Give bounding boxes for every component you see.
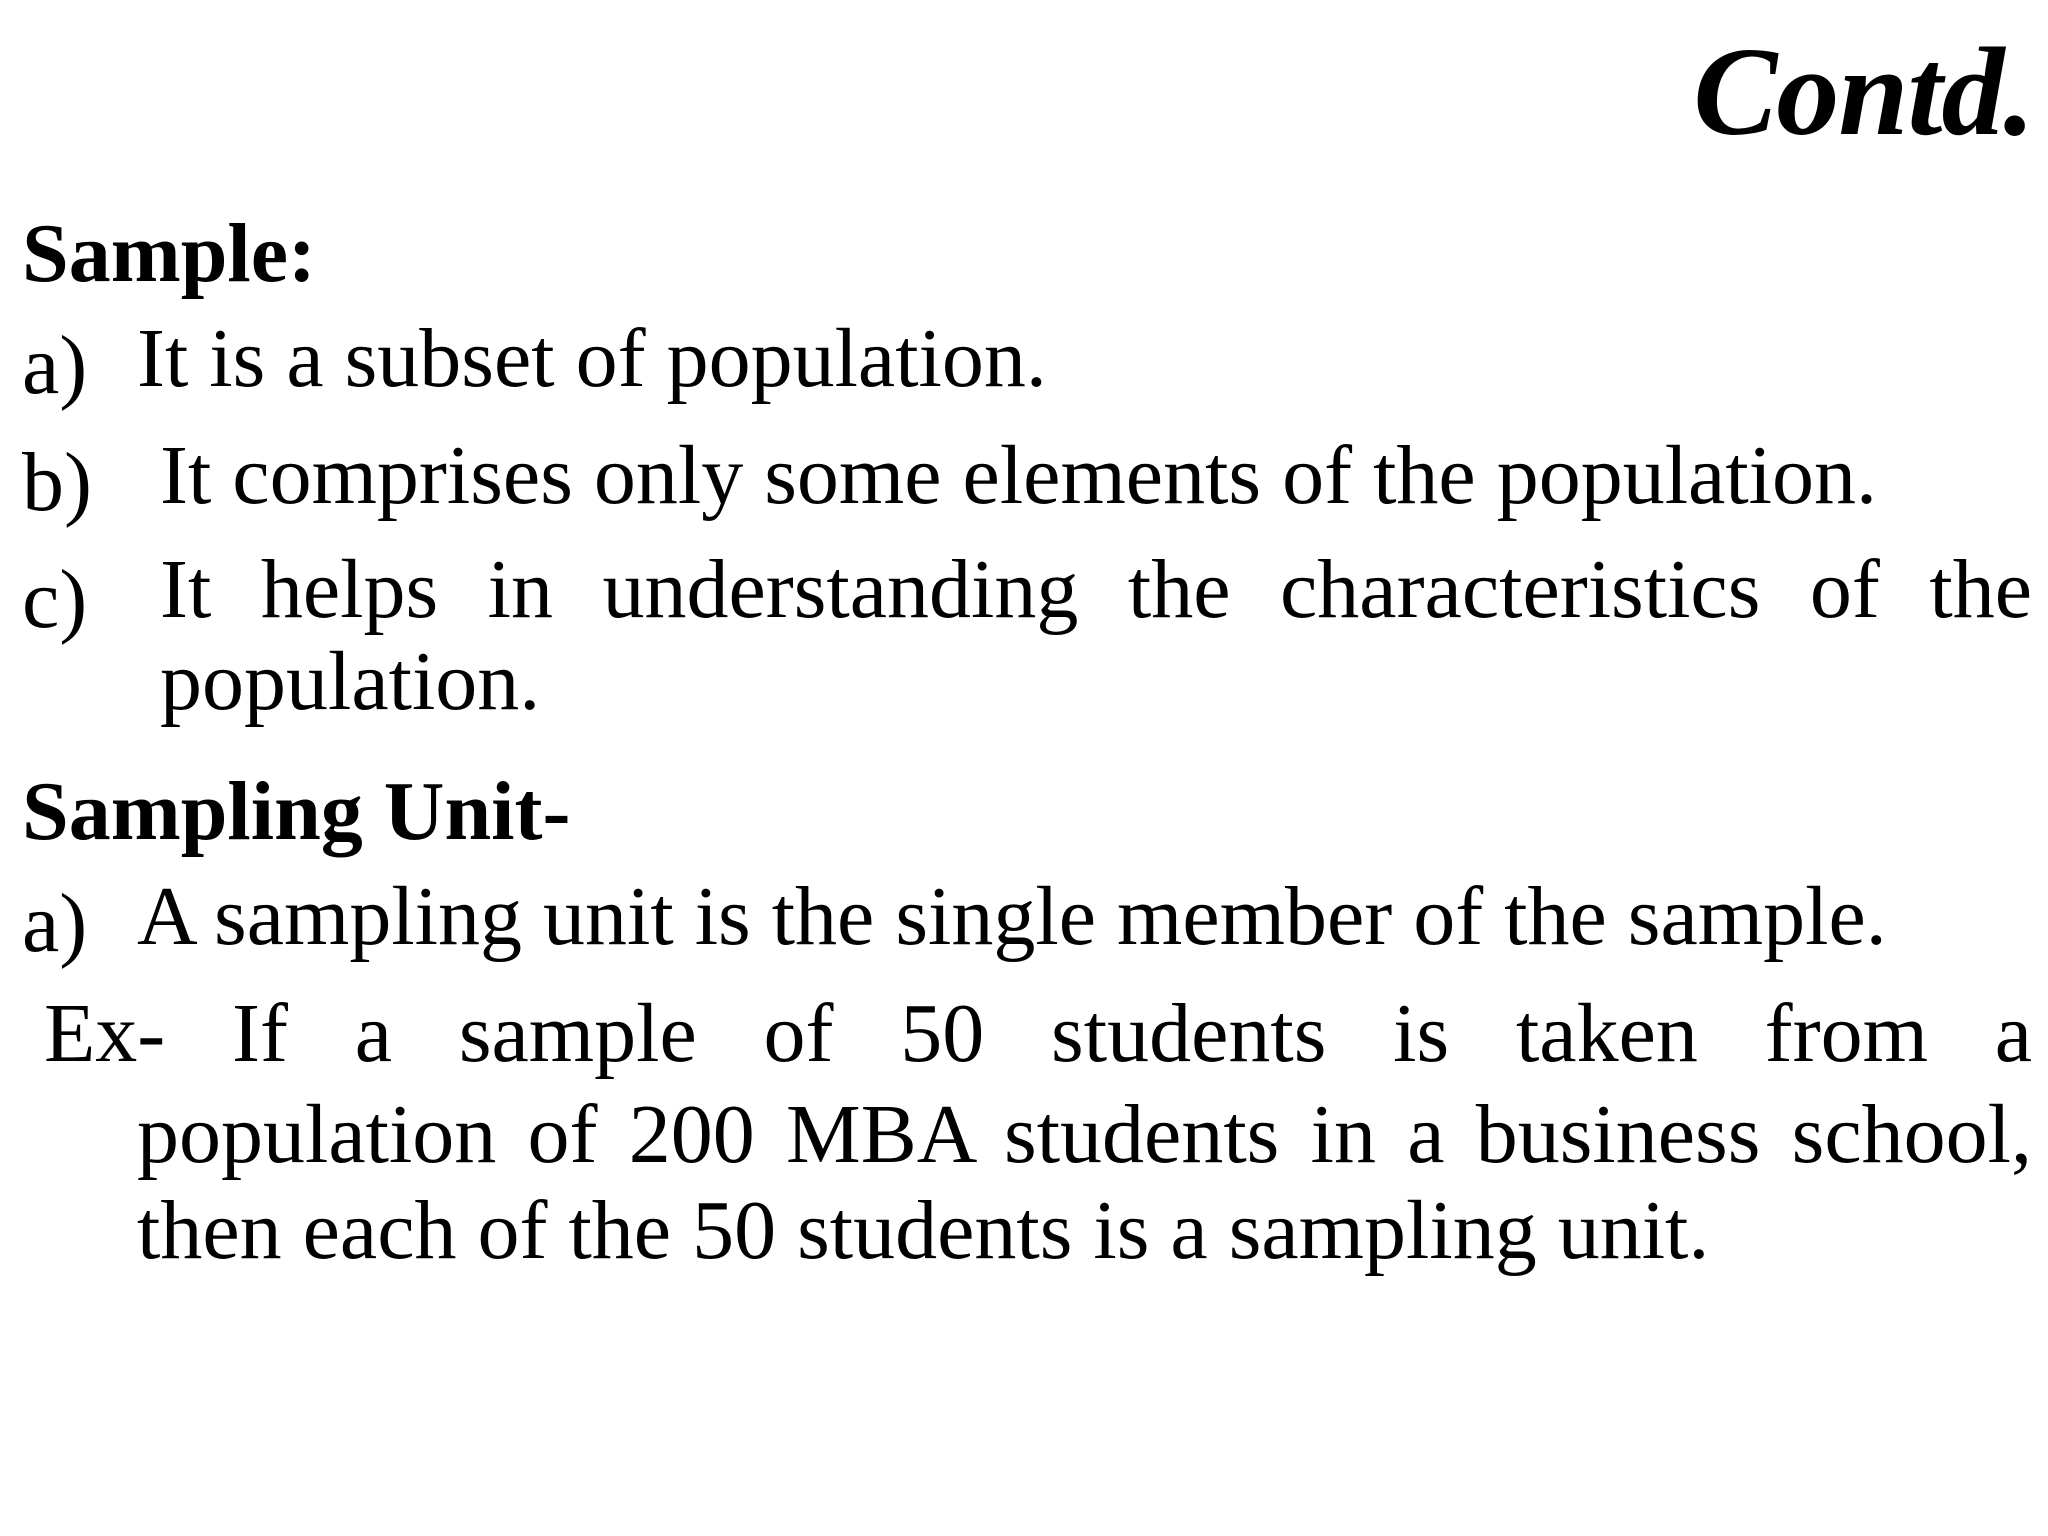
example-continuation (22, 1087, 2032, 1279)
list-item-text: It comprises only some elements of the population. (160, 429, 1877, 522)
example-text: population of 200 MBA students in a business school, then each of the 50 students is a sampling unit. (137, 1088, 2032, 1277)
list-marker: a) (22, 877, 88, 970)
list-marker: a) (22, 319, 88, 412)
list-item-text: A sampling unit is the single member of the sample. (137, 870, 1887, 963)
section-heading-sampling-unit: Sampling Unit- (22, 765, 571, 858)
example-text: Ex- If a sample of 50 students is taken from a (44, 987, 2032, 1080)
list-marker: c) (22, 553, 88, 646)
list-item (22, 868, 2032, 970)
slide-title: Contd. (1693, 23, 2034, 162)
section-heading-sample: Sample: (22, 207, 316, 300)
list-item-text: It is a subset of population. (137, 312, 1047, 405)
list-marker: b) (22, 436, 92, 529)
list-item (22, 544, 2032, 728)
list-item (22, 427, 2032, 529)
example-first-line (44, 985, 2032, 1082)
list-item (22, 310, 2032, 412)
list-item-text: It helps in understanding the characteristics of the population. (160, 543, 2032, 728)
